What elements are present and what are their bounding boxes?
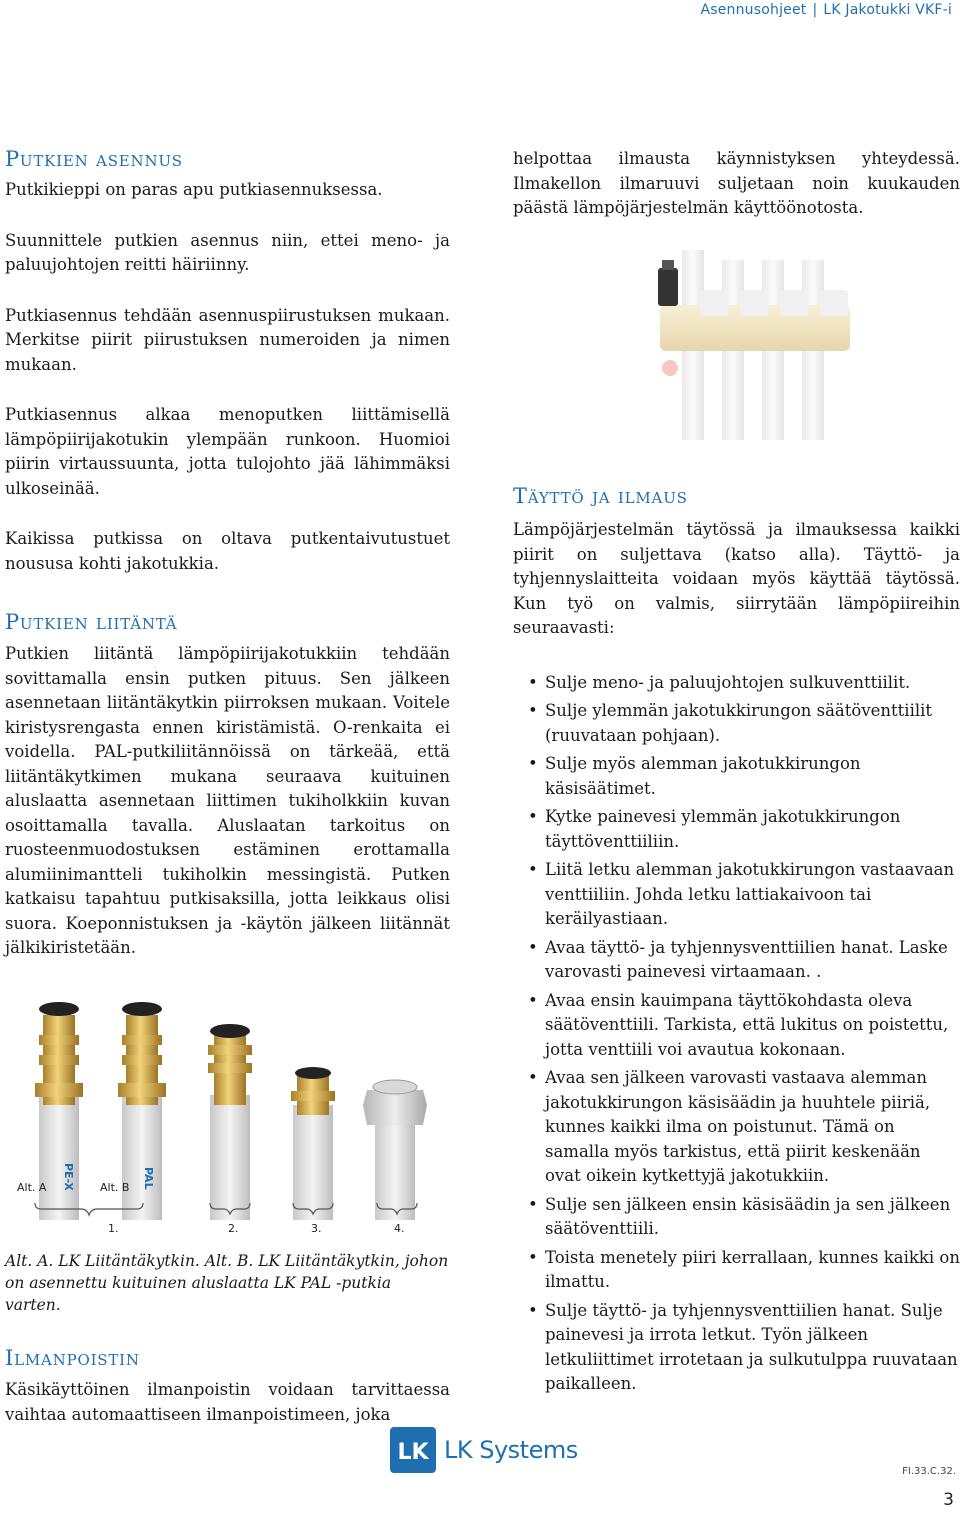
brand-name: LK Systems <box>444 1436 578 1464</box>
list-item: • Sulje myös alemman jakotukkirungon käsisäätimet. <box>513 752 960 801</box>
list-item: • Sulje sen jälkeen ensin käsisäädin ja sen jälkeen säätöventtiili. <box>513 1193 960 1242</box>
list-item: • Sulje meno- ja paluujohtojen sulkuventtiilit. <box>513 671 960 696</box>
list-item: • Avaa sen jälkeen varovasti vastaava alemman jakotukkirungon käsisäädin ja huuhtele piiriä, kunnes kaikki ilma on poistunut. Tämä on samalla myös tarkistus, että piirit keskenään ovat oikein kytkettyjä jakotukkiin. <box>513 1066 960 1189</box>
paragraph: Käsikäyttöinen ilmanpoistin voidaan tarvittaessa vaihtaa automaattiseen ilmanpoistimeen, joka <box>5 1380 450 1424</box>
document-code: FI.33.C.32. <box>902 1466 956 1477</box>
paragraph: helpottaa ilmausta käynnistyksen yhteydessä. Ilmakellon ilmaruuvi suljetaan noin kuukauden päästä lämpöjärjestelmän käyttöönotosta. <box>513 149 960 217</box>
section-title-ilmanpoistin: Ilmanpoistin <box>5 1346 140 1370</box>
step-2-label: 2. <box>228 1222 239 1235</box>
manifold-illustration <box>640 240 860 450</box>
list-item: • Avaa ensin kauimpana täyttökohdasta oleva säätöventtiili. Tarkista, että lukitus on poistettu, jotta venttiili voi avautua kokonaan. <box>513 989 960 1063</box>
list-item: • Sulje ylemmän jakotukkirungon säätöventtiilit (ruuvataan pohjaan). <box>513 699 960 748</box>
pal-label: PAL <box>142 1167 155 1190</box>
list-item: • Toista menetely piiri kerrallaan, kunnes kaikki on ilmattu. <box>513 1246 960 1295</box>
fitting-step-2 <box>208 1024 252 1220</box>
instruction-list <box>513 671 960 1397</box>
pex-label: PE-X <box>62 1163 75 1191</box>
list-item: • Avaa täyttö- ja tyhjennysventtiilien hanat. Laske varovasti painevesi virtaamaan. . <box>513 936 960 985</box>
air-vent-icon <box>658 268 678 306</box>
section-title-taytto-ja-ilmaus: Täyttö ja ilmaus <box>513 484 688 508</box>
section-title-putkien-liitanta: Putkien liitäntä <box>5 610 178 634</box>
right-column-top <box>513 147 960 221</box>
lk-logo-icon <box>390 1427 436 1473</box>
figure-caption: Alt. A. LK Liitäntäkytkin. Alt. B. LK Liitäntäkytkin, johon on asennettu kuituinen aluslaatta LK PAL -putkia varten. <box>5 1252 449 1314</box>
running-header <box>700 2 952 18</box>
step-4-label: 4. <box>394 1222 405 1235</box>
paragraph: Kaikissa putkissa on oltava putkentaivutustuet noususa kohti jakotukkia. <box>5 529 450 573</box>
alt-a-label: Alt. A <box>17 1181 47 1194</box>
alt-b-label: Alt. B <box>100 1181 130 1194</box>
logo-mark-text: LK <box>397 1440 429 1465</box>
section-title-putkien-asennus: Putkien asennus <box>5 147 183 171</box>
paragraph: Suunnittele putkien asennus niin, ettei meno- ja paluujohtojen reitti häiriinny. <box>5 230 450 274</box>
coupling-figure <box>5 995 450 1245</box>
paragraph: Putkien liitäntä lämpöpiirijakotukkiin tehdään sovittamalla ensin putken pituus. Sen jälkeen asennetaan liitäntäkytkin piirroksen mukaan. Voitele kiristysrengasta ennen kiristämistä. O-renkaita ei voidella. PAL-putkiliitännöissä on tärkeää, että liitäntäkytkimen mukana seuraava kuituinen aluslaatta asennetaan liittimen tukiholkkiin kuvan osoittamalla tavalla. Aluslaatan tarkoitus on ruosteenmuodostuksen estäminen erottamalla alumiinimantteli tukiholkin messingistä. Putken katkaisu tapahtuu putkisaksilla, jotta leikkaus olisi suora. Koeponnistuksen ja -käytön jälkeen liitännät jälkikiristetään. <box>5 644 450 957</box>
step-3-label: 3. <box>311 1222 322 1235</box>
paragraph: Putkiasennus alkaa menoputken liittämisellä lämpöpiirijakotukin ylempään runkoon. Huomioi piirin virtaussuunta, jotta tulojohto jää lähimmäksi ulkoseinää. <box>5 405 450 498</box>
fitting-step-4 <box>363 1080 427 1220</box>
header-product: LK Jakotukki VKF-i <box>823 2 952 18</box>
list-item: • Kytke painevesi ylemmän jakotukkirungon täyttöventtiiliin. <box>513 805 960 854</box>
left-column <box>5 147 450 961</box>
list-item: • Liitä letku alemman jakotukkirungon vastaavaan venttiiliin. Johda letku lattiakaivoon tai keräilyastiaan. <box>513 858 960 932</box>
header-doc-type: Asennusohjeet <box>700 2 807 18</box>
fitting-step-3 <box>291 1067 335 1220</box>
header-separator: | <box>812 2 818 18</box>
list-item: • Sulje täyttö- ja tyhjennysventtiilien hanat. Sulje painevesi ja irrota letkut. Työn jälkeen letkuliittimet irrotetaan ja sulkutulppa ruuvataan paikalleen. <box>513 1299 960 1397</box>
paragraph: Putkikieppi on paras apu putkiasennuksessa. <box>5 180 383 199</box>
paragraph: Putkiasennus tehdään asennuspiirustuksen mukaan. Merkitse piirit piirustuksen numeroiden ja nimen mukaan. <box>5 305 450 374</box>
right-column <box>513 484 960 1401</box>
page-number: 3 <box>943 1490 954 1510</box>
brand-logo <box>390 1424 578 1476</box>
left-column-bottom <box>5 1250 450 1427</box>
step-1-label: 1. <box>108 1222 119 1235</box>
paragraph: Lämpöjärjestelmän täytössä ja ilmauksessa kaikki piirit on suljettava (katso alla). Täyttö- ja tyhjennyslaitteita voidaan myös käyttää täytössä. Kun työ on valmis, siirrytään lämpöpiireihin seuraavasti: <box>513 520 960 637</box>
